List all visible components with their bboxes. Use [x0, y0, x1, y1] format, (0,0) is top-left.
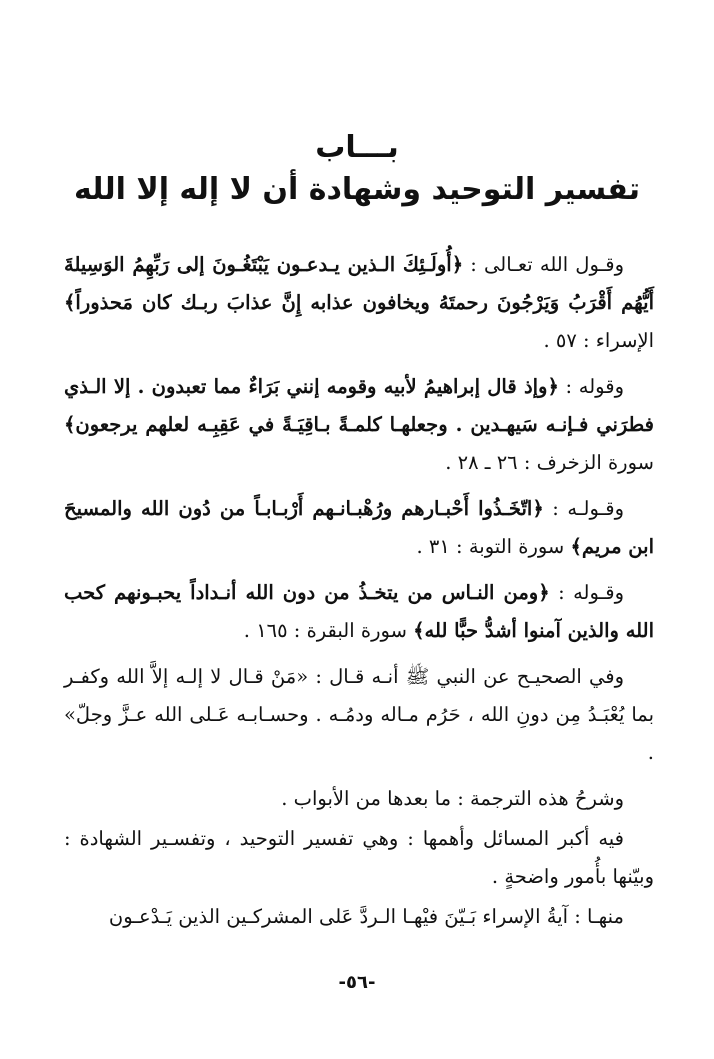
verse-reference: الإسراء : ٥٧ .	[543, 329, 654, 352]
paragraph-lead: وفي الصحيـح عن النبي ﷺ أنـه قـال :	[308, 665, 625, 688]
quran-quote: ﴿أُولَـئِكَ الـذين يـدعـون يَبْتَغُـونَ إلى رَبِّهِمُ الوَسِيلةَ أَيُّهُم أَقْرَبُ وَيَرْجُونَ رحمتَهُ ويخافون عذابه إِنَّ عذابَ ربـك كان مَحذوراً﴾	[64, 253, 654, 314]
page-number: -٥٦-	[338, 972, 376, 993]
verse-reference: .	[647, 741, 654, 764]
quran-quote: ﴿اتّخَـذُوا أَحْبـارهم ورُهْبـانـهم أَرْبـابـاً من دُون الله والمسيحَ ابن مريم﴾	[64, 497, 654, 558]
paragraph-1	[64, 246, 654, 360]
paragraph-lead: وقـولـه :	[543, 497, 624, 520]
paragraph-lead: وقـوله :	[549, 581, 624, 604]
paragraph-8	[64, 898, 654, 936]
chapter-title	[60, 172, 654, 207]
paragraph-4	[64, 574, 654, 650]
paragraph-text: وشرحُ هذه الترجمة : ما بعدها من الأبواب .	[281, 787, 624, 810]
quran-quote: ﴿وإذ قال إبراهيمُ لأبيه وقومه إنني بَرَاءٌ مما تعبدون . إلا الـذي فطرَني فـإنـه سَيهـدين . وجعلهـا كلمـةً بـاقِيَـةً في عَقِبِـه لعلهم يرجعون﴾	[64, 375, 654, 436]
paragraph-lead: وقوله :	[558, 375, 624, 398]
chapter-label-text: بـــاب	[315, 130, 399, 165]
paragraph-lead: وقـول الله تعـالى :	[463, 253, 624, 276]
paragraph-3	[64, 490, 654, 566]
chapter-title-text: تفسير التوحيد وشهادة أن لا إله إلا الله	[73, 172, 641, 207]
paragraph-text: منهـا : آيةُ الإسراء بَـيّنَ فيْهـا الـردَّ عَلى المشركـين الذين يَـدْعـون	[108, 905, 624, 928]
paragraph-7	[64, 820, 654, 896]
paragraph-2	[64, 368, 654, 482]
hadith-quote: «مَنْ قـال لا إلـه إلاَّ الله وكفـر بما يُعْبَـدُ مِن دونِ الله ، حَرُم مـاله ودمُـه . وحسـابـه عَـلى الله عـزَّ وجلّ»	[64, 665, 654, 726]
paragraph-text: فيه أكبر المسائل وأهمها : وهي تفسير التوحيد ، وتفسـير الشهادة : وبيّنها بأُمور واضحةٍ .	[64, 827, 654, 888]
body-text	[64, 246, 654, 938]
paragraph-5	[64, 658, 654, 772]
quran-quote: ﴿ومن النـاس من يتخـذُ من دون الله أنـداداً يحبـونهم كحب الله والذين آمنوا أشدُّ حبًّا لله﴾	[64, 581, 654, 642]
verse-reference: سورة البقرة : ١٦٥ .	[243, 619, 407, 642]
verse-reference: سورة الزخرف : ٢٦ ـ ٢٨ .	[445, 451, 654, 474]
verse-reference: سورة التوبة : ٣١ .	[416, 535, 565, 558]
paragraph-6	[64, 780, 654, 818]
chapter-label	[60, 130, 654, 165]
